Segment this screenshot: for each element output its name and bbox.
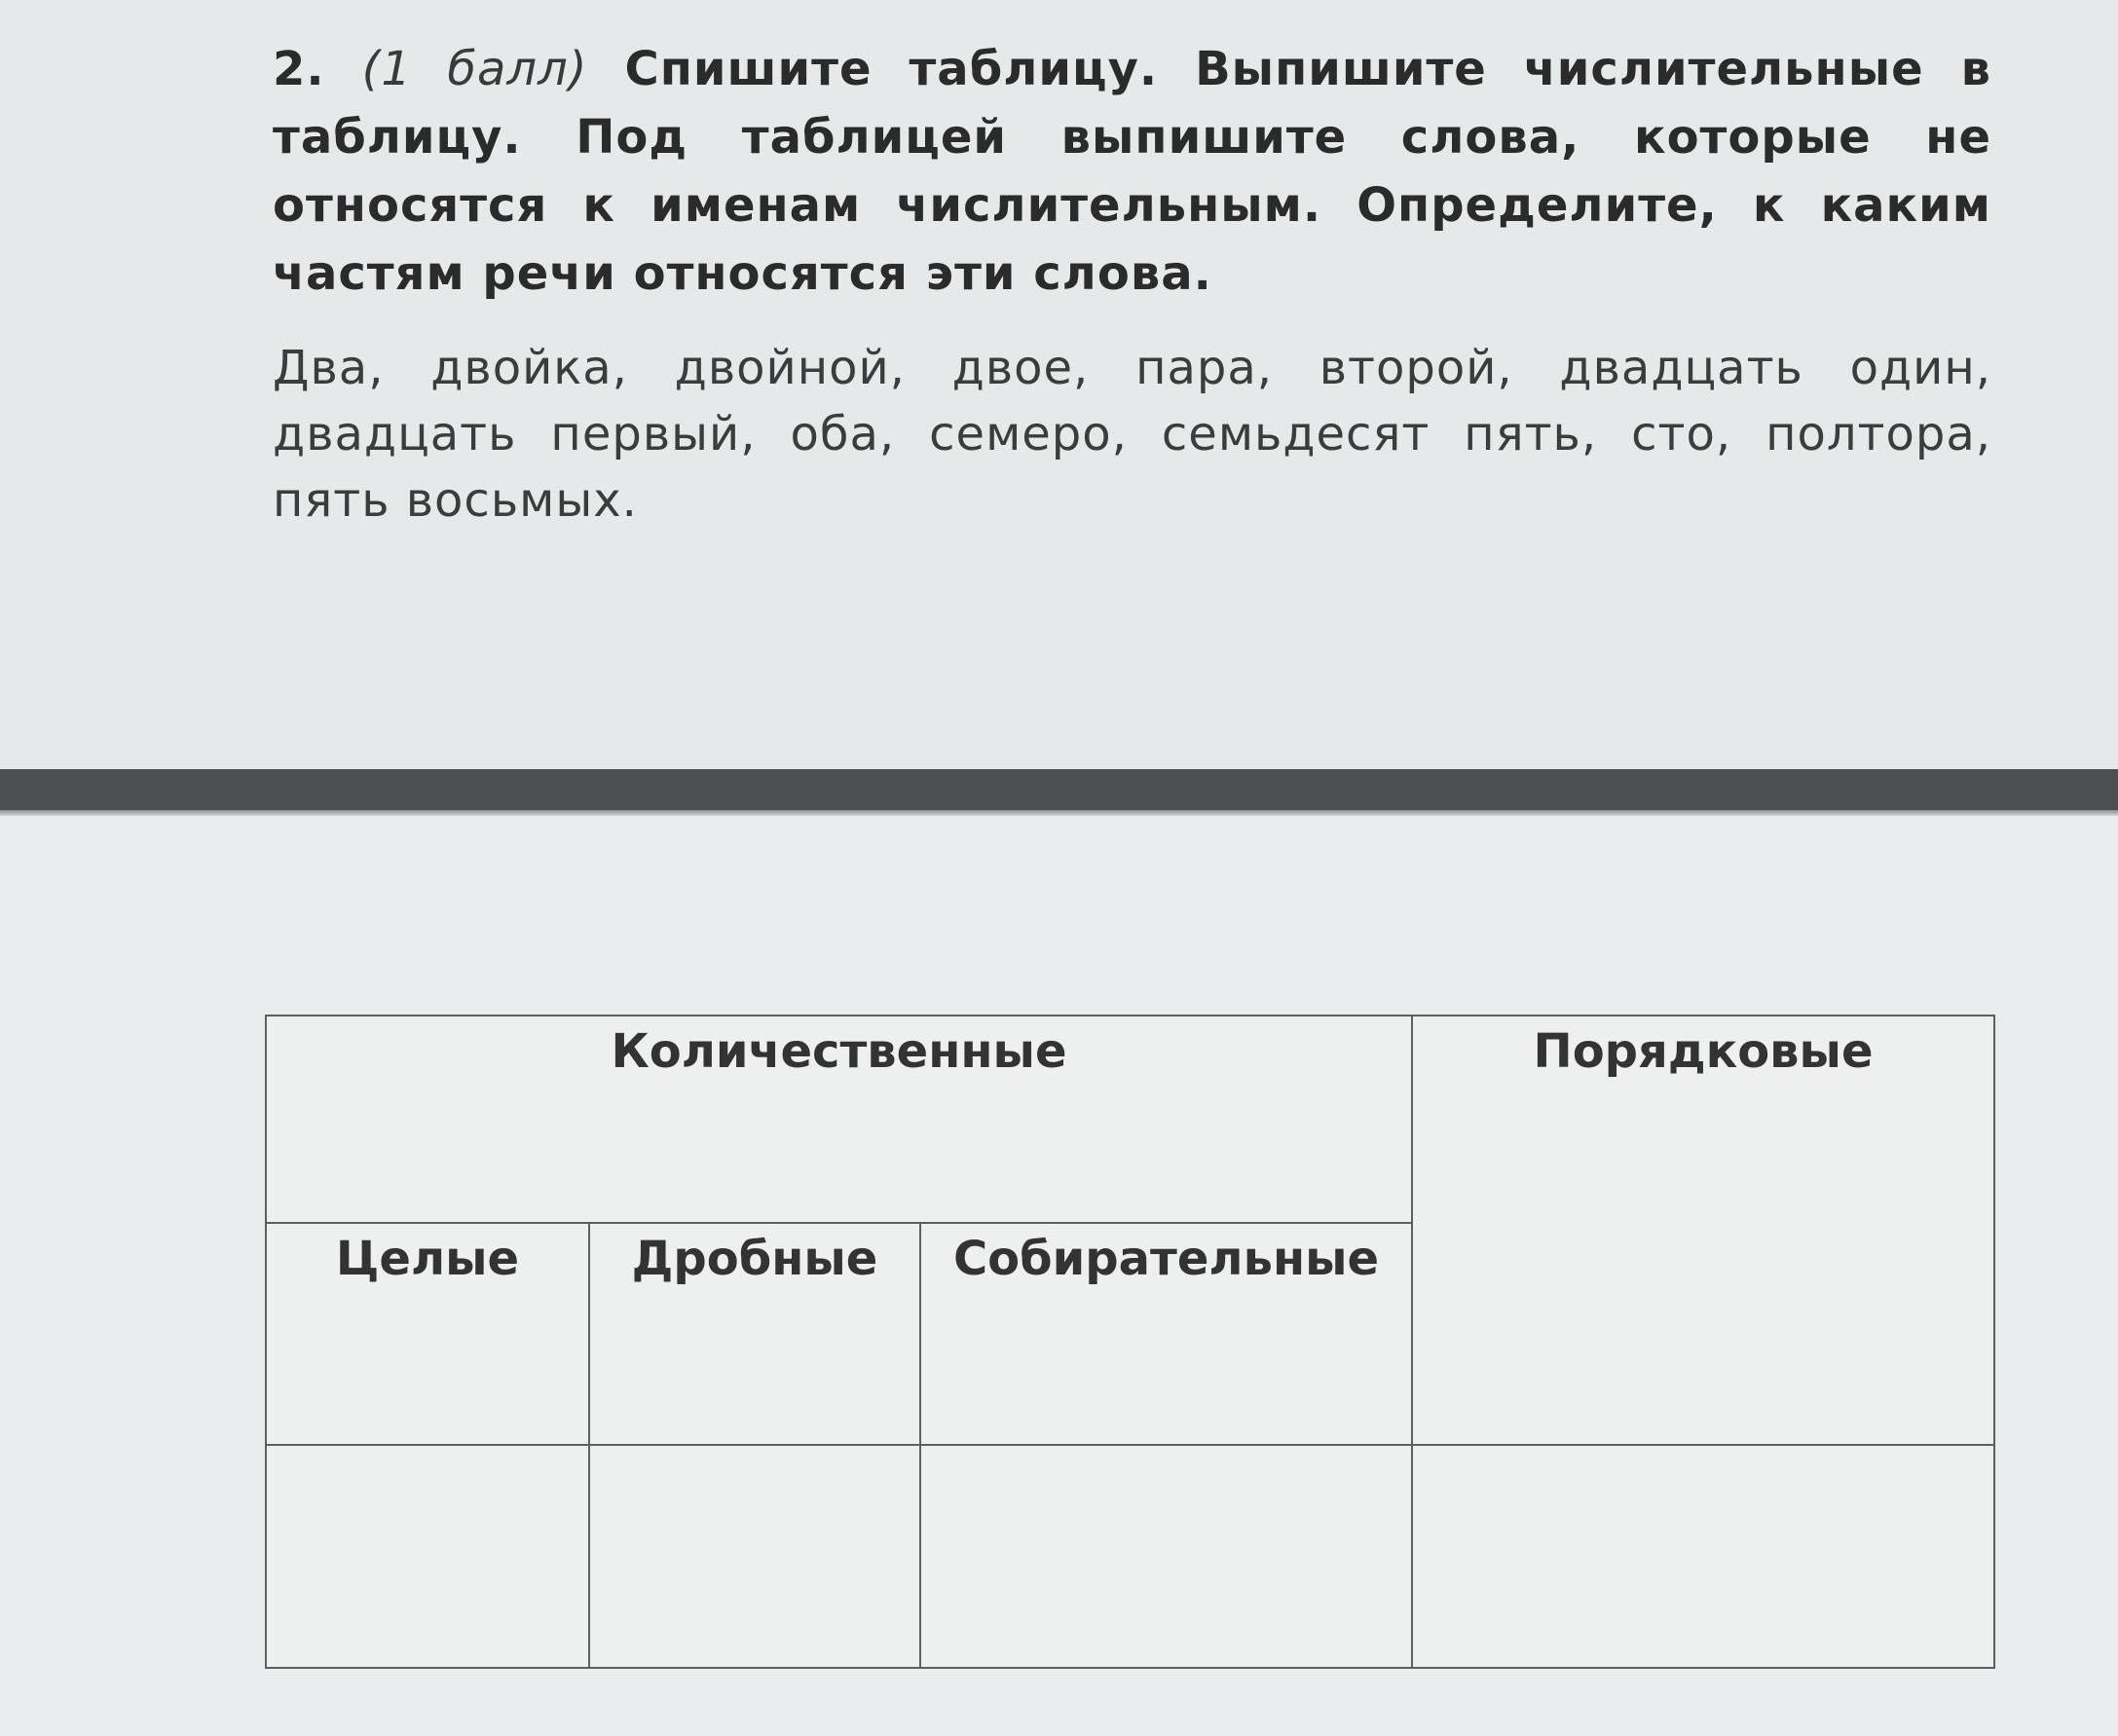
answer-cell-collective[interactable] xyxy=(920,1445,1412,1668)
task-points: (1 балл) xyxy=(361,42,588,96)
task-word-list: Два, двойка, двойной, двое, пара, второй, двадцать один, двадцать первый, оба, семеро, семьдесят пять, сто, полтора, пять восьмых. xyxy=(273,341,1991,528)
task-instruction: Спишите таблицу. Выпишите числительные в таблицу. Под таблицей выпишите слова, которые не относятся к именам числительным. Определите, к каким частям речи относятся эти слова. xyxy=(273,42,1992,301)
answer-cell-whole[interactable] xyxy=(266,1445,589,1668)
task-heading xyxy=(273,35,1991,308)
answer-cell-ordinal[interactable] xyxy=(1412,1445,1994,1668)
screen-divider-bezel xyxy=(0,769,2118,810)
table-answer-row xyxy=(266,1445,1994,1668)
task-block xyxy=(273,35,1991,534)
task-number: 2. xyxy=(273,42,325,96)
numerals-table xyxy=(265,1015,1995,1669)
header-ordinal: Порядковые xyxy=(1412,1016,1994,1445)
answer-cell-fractional[interactable] xyxy=(589,1445,920,1668)
header-quantitative: Количественные xyxy=(266,1016,1412,1223)
subheader-collective: Собирательные xyxy=(920,1223,1412,1444)
subheader-whole: Целые xyxy=(266,1223,589,1444)
subheader-fractional: Дробные xyxy=(589,1223,920,1444)
table-header-row xyxy=(266,1016,1994,1223)
